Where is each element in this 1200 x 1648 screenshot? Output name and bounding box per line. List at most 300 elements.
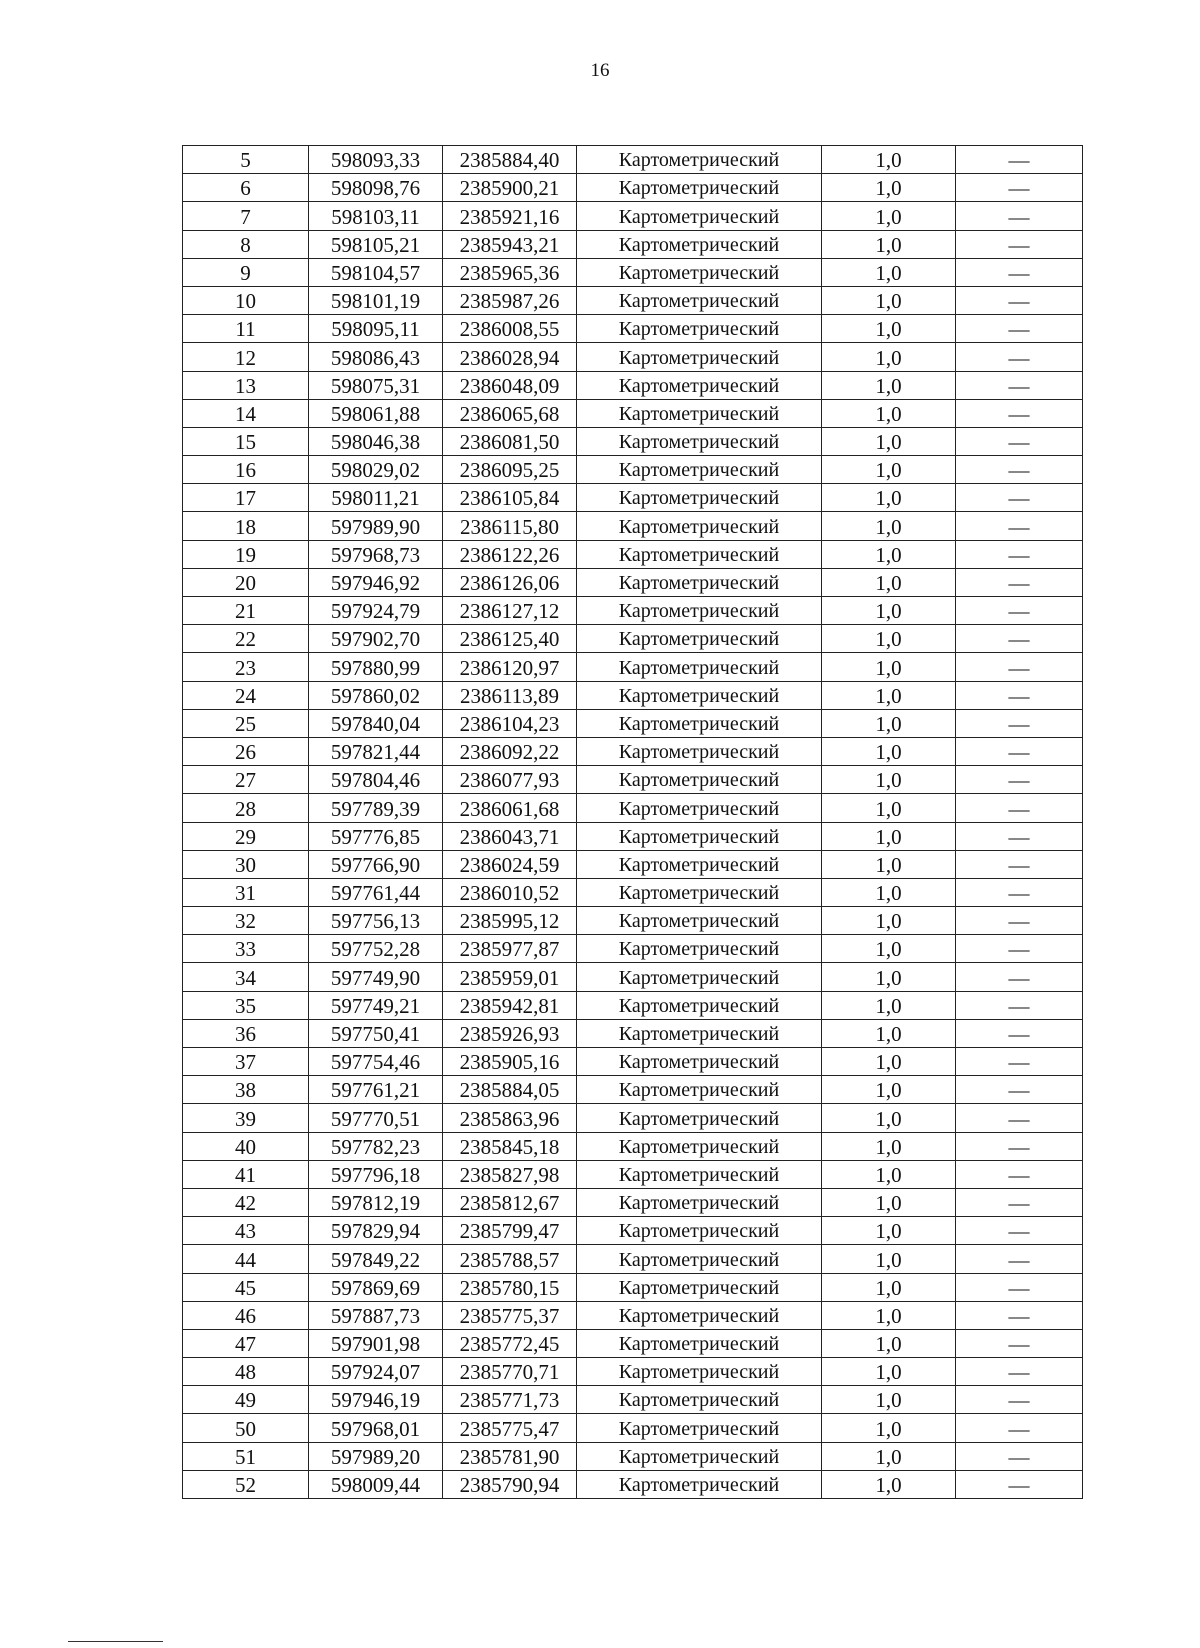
y-coordinate-cell: 2386105,84 — [443, 484, 577, 512]
x-coordinate-cell: 598061,88 — [309, 399, 443, 427]
x-coordinate-cell: 597770,51 — [309, 1104, 443, 1132]
x-coordinate-cell: 597749,90 — [309, 963, 443, 991]
table-row — [183, 1329, 1083, 1357]
method-cell: Картометрический — [577, 202, 822, 230]
y-coordinate-cell: 2386127,12 — [443, 597, 577, 625]
accuracy-cell: 1,0 — [822, 737, 956, 765]
accuracy-cell: 1,0 — [822, 850, 956, 878]
method-cell: Картометрический — [577, 597, 822, 625]
y-coordinate-cell: 2385942,81 — [443, 991, 577, 1019]
method-cell: Картометрический — [577, 1104, 822, 1132]
method-cell: Картометрический — [577, 1301, 822, 1329]
accuracy-cell: 1,0 — [822, 794, 956, 822]
accuracy-cell: 1,0 — [822, 427, 956, 455]
y-coordinate-cell: 2385965,36 — [443, 258, 577, 286]
point-number-cell: 39 — [183, 1104, 309, 1132]
point-number-cell: 31 — [183, 878, 309, 906]
method-cell: Картометрический — [577, 399, 822, 427]
point-number-cell: 42 — [183, 1188, 309, 1216]
method-cell: Картометрический — [577, 1048, 822, 1076]
table-row — [183, 456, 1083, 484]
y-coordinate-cell: 2385987,26 — [443, 286, 577, 314]
table-row — [183, 625, 1083, 653]
x-coordinate-cell: 597860,02 — [309, 681, 443, 709]
table-row — [183, 371, 1083, 399]
point-number-cell: 38 — [183, 1076, 309, 1104]
point-number-cell: 5 — [183, 146, 309, 174]
x-coordinate-cell: 597766,90 — [309, 850, 443, 878]
method-cell: Картометрический — [577, 427, 822, 455]
description-cell: — — [956, 1104, 1083, 1132]
table-row — [183, 1273, 1083, 1301]
x-coordinate-cell: 597946,92 — [309, 568, 443, 596]
table-row — [183, 1076, 1083, 1104]
point-number-cell: 27 — [183, 766, 309, 794]
y-coordinate-cell: 2385884,40 — [443, 146, 577, 174]
accuracy-cell: 1,0 — [822, 822, 956, 850]
y-coordinate-cell: 2385905,16 — [443, 1048, 577, 1076]
y-coordinate-cell: 2385926,93 — [443, 1019, 577, 1047]
y-coordinate-cell: 2385943,21 — [443, 230, 577, 258]
table-row — [183, 935, 1083, 963]
table-row — [183, 1470, 1083, 1498]
point-number-cell: 9 — [183, 258, 309, 286]
method-cell: Картометрический — [577, 1188, 822, 1216]
y-coordinate-cell: 2385772,45 — [443, 1329, 577, 1357]
accuracy-cell: 1,0 — [822, 1019, 956, 1047]
table-row — [183, 399, 1083, 427]
description-cell: — — [956, 1329, 1083, 1357]
point-number-cell: 51 — [183, 1442, 309, 1470]
point-number-cell: 30 — [183, 850, 309, 878]
point-number-cell: 8 — [183, 230, 309, 258]
table-row — [183, 230, 1083, 258]
x-coordinate-cell: 597968,01 — [309, 1414, 443, 1442]
x-coordinate-cell: 598009,44 — [309, 1470, 443, 1498]
description-cell: — — [956, 766, 1083, 794]
point-number-cell: 35 — [183, 991, 309, 1019]
method-cell: Картометрический — [577, 963, 822, 991]
y-coordinate-cell: 2386125,40 — [443, 625, 577, 653]
description-cell: — — [956, 653, 1083, 681]
y-coordinate-cell: 2385995,12 — [443, 907, 577, 935]
table-row — [183, 1160, 1083, 1188]
y-coordinate-cell: 2385775,47 — [443, 1414, 577, 1442]
table-row — [183, 597, 1083, 625]
accuracy-cell: 1,0 — [822, 230, 956, 258]
description-cell: — — [956, 230, 1083, 258]
y-coordinate-cell: 2385827,98 — [443, 1160, 577, 1188]
point-number-cell: 11 — [183, 315, 309, 343]
accuracy-cell: 1,0 — [822, 1470, 956, 1498]
table-row — [183, 315, 1083, 343]
x-coordinate-cell: 597761,21 — [309, 1076, 443, 1104]
method-cell: Картометрический — [577, 1019, 822, 1047]
description-cell: — — [956, 456, 1083, 484]
table-row — [183, 822, 1083, 850]
table-row — [183, 681, 1083, 709]
page-number: 16 — [590, 60, 610, 81]
point-number-cell: 52 — [183, 1470, 309, 1498]
x-coordinate-cell: 597749,21 — [309, 991, 443, 1019]
x-coordinate-cell: 597761,44 — [309, 878, 443, 906]
point-number-cell: 22 — [183, 625, 309, 653]
y-coordinate-cell: 2385921,16 — [443, 202, 577, 230]
accuracy-cell: 1,0 — [822, 625, 956, 653]
accuracy-cell: 1,0 — [822, 1414, 956, 1442]
y-coordinate-cell: 2386028,94 — [443, 343, 577, 371]
y-coordinate-cell: 2385845,18 — [443, 1132, 577, 1160]
x-coordinate-cell: 597989,20 — [309, 1442, 443, 1470]
table-row — [183, 146, 1083, 174]
description-cell: — — [956, 484, 1083, 512]
table-row — [183, 1301, 1083, 1329]
coordinates-table-body — [183, 146, 1083, 1499]
point-number-cell: 37 — [183, 1048, 309, 1076]
point-number-cell: 46 — [183, 1301, 309, 1329]
y-coordinate-cell: 2386010,52 — [443, 878, 577, 906]
description-cell: — — [956, 1076, 1083, 1104]
method-cell: Картометрический — [577, 286, 822, 314]
point-number-cell: 23 — [183, 653, 309, 681]
point-number-cell: 45 — [183, 1273, 309, 1301]
table-row — [183, 1442, 1083, 1470]
method-cell: Картометрический — [577, 935, 822, 963]
accuracy-cell: 1,0 — [822, 766, 956, 794]
y-coordinate-cell: 2385900,21 — [443, 174, 577, 202]
accuracy-cell: 1,0 — [822, 540, 956, 568]
description-cell: — — [956, 427, 1083, 455]
y-coordinate-cell: 2385959,01 — [443, 963, 577, 991]
description-cell: — — [956, 1273, 1083, 1301]
description-cell: — — [956, 540, 1083, 568]
table-row — [183, 1019, 1083, 1047]
description-cell: — — [956, 1245, 1083, 1273]
description-cell: — — [956, 258, 1083, 286]
x-coordinate-cell: 598046,38 — [309, 427, 443, 455]
method-cell: Картометрический — [577, 568, 822, 596]
point-number-cell: 10 — [183, 286, 309, 314]
description-cell: — — [956, 146, 1083, 174]
x-coordinate-cell: 597880,99 — [309, 653, 443, 681]
accuracy-cell: 1,0 — [822, 1132, 956, 1160]
method-cell: Картометрический — [577, 540, 822, 568]
x-coordinate-cell: 597754,46 — [309, 1048, 443, 1076]
x-coordinate-cell: 598075,31 — [309, 371, 443, 399]
x-coordinate-cell: 598105,21 — [309, 230, 443, 258]
y-coordinate-cell: 2386104,23 — [443, 709, 577, 737]
description-cell: — — [956, 625, 1083, 653]
method-cell: Картометрический — [577, 1132, 822, 1160]
table-row — [183, 1104, 1083, 1132]
x-coordinate-cell: 598101,19 — [309, 286, 443, 314]
point-number-cell: 15 — [183, 427, 309, 455]
method-cell: Картометрический — [577, 1358, 822, 1386]
y-coordinate-cell: 2386043,71 — [443, 822, 577, 850]
y-coordinate-cell: 2386008,55 — [443, 315, 577, 343]
x-coordinate-cell: 597789,39 — [309, 794, 443, 822]
method-cell: Картометрический — [577, 878, 822, 906]
point-number-cell: 18 — [183, 512, 309, 540]
x-coordinate-cell: 597752,28 — [309, 935, 443, 963]
point-number-cell: 25 — [183, 709, 309, 737]
x-coordinate-cell: 597924,79 — [309, 597, 443, 625]
accuracy-cell: 1,0 — [822, 1329, 956, 1357]
point-number-cell: 49 — [183, 1386, 309, 1414]
point-number-cell: 26 — [183, 737, 309, 765]
table-row — [183, 1048, 1083, 1076]
table-row — [183, 1132, 1083, 1160]
description-cell: — — [956, 907, 1083, 935]
table-row — [183, 1217, 1083, 1245]
method-cell: Картометрический — [577, 907, 822, 935]
accuracy-cell: 1,0 — [822, 1188, 956, 1216]
accuracy-cell: 1,0 — [822, 963, 956, 991]
x-coordinate-cell: 598103,11 — [309, 202, 443, 230]
description-cell: — — [956, 1048, 1083, 1076]
description-cell: — — [956, 1217, 1083, 1245]
description-cell: — — [956, 794, 1083, 822]
accuracy-cell: 1,0 — [822, 1245, 956, 1273]
table-row — [183, 202, 1083, 230]
x-coordinate-cell: 597924,07 — [309, 1358, 443, 1386]
y-coordinate-cell: 2385812,67 — [443, 1188, 577, 1216]
description-cell: — — [956, 1160, 1083, 1188]
accuracy-cell: 1,0 — [822, 146, 956, 174]
point-number-cell: 41 — [183, 1160, 309, 1188]
table-row — [183, 343, 1083, 371]
method-cell: Картометрический — [577, 737, 822, 765]
y-coordinate-cell: 2385884,05 — [443, 1076, 577, 1104]
method-cell: Картометрический — [577, 709, 822, 737]
accuracy-cell: 1,0 — [822, 878, 956, 906]
description-cell: — — [956, 1386, 1083, 1414]
x-coordinate-cell: 597782,23 — [309, 1132, 443, 1160]
table-row — [183, 540, 1083, 568]
description-cell: — — [956, 512, 1083, 540]
y-coordinate-cell: 2385799,47 — [443, 1217, 577, 1245]
accuracy-cell: 1,0 — [822, 286, 956, 314]
accuracy-cell: 1,0 — [822, 681, 956, 709]
point-number-cell: 16 — [183, 456, 309, 484]
table-row — [183, 1386, 1083, 1414]
accuracy-cell: 1,0 — [822, 399, 956, 427]
description-cell: — — [956, 202, 1083, 230]
description-cell: — — [956, 568, 1083, 596]
method-cell: Картометрический — [577, 1329, 822, 1357]
method-cell: Картометрический — [577, 1386, 822, 1414]
y-coordinate-cell: 2386077,93 — [443, 766, 577, 794]
y-coordinate-cell: 2385775,37 — [443, 1301, 577, 1329]
table-row — [183, 991, 1083, 1019]
x-coordinate-cell: 598098,76 — [309, 174, 443, 202]
point-number-cell: 44 — [183, 1245, 309, 1273]
y-coordinate-cell: 2385780,15 — [443, 1273, 577, 1301]
x-coordinate-cell: 597750,41 — [309, 1019, 443, 1047]
y-coordinate-cell: 2385790,94 — [443, 1470, 577, 1498]
y-coordinate-cell: 2386048,09 — [443, 371, 577, 399]
table-row — [183, 878, 1083, 906]
accuracy-cell: 1,0 — [822, 1442, 956, 1470]
accuracy-cell: 1,0 — [822, 709, 956, 737]
method-cell: Картометрический — [577, 766, 822, 794]
coordinates-table — [182, 145, 1083, 1499]
point-number-cell: 19 — [183, 540, 309, 568]
point-number-cell: 20 — [183, 568, 309, 596]
method-cell: Картометрический — [577, 1245, 822, 1273]
accuracy-cell: 1,0 — [822, 568, 956, 596]
method-cell: Картометрический — [577, 1217, 822, 1245]
accuracy-cell: 1,0 — [822, 174, 956, 202]
y-coordinate-cell: 2386115,80 — [443, 512, 577, 540]
table-row — [183, 512, 1083, 540]
description-cell: — — [956, 1442, 1083, 1470]
table-row — [183, 850, 1083, 878]
table-row — [183, 737, 1083, 765]
accuracy-cell: 1,0 — [822, 1104, 956, 1132]
accuracy-cell: 1,0 — [822, 1358, 956, 1386]
point-number-cell: 6 — [183, 174, 309, 202]
point-number-cell: 13 — [183, 371, 309, 399]
point-number-cell: 28 — [183, 794, 309, 822]
method-cell: Картометрический — [577, 146, 822, 174]
description-cell: — — [956, 597, 1083, 625]
method-cell: Картометрический — [577, 456, 822, 484]
x-coordinate-cell: 598086,43 — [309, 343, 443, 371]
point-number-cell: 34 — [183, 963, 309, 991]
x-coordinate-cell: 597902,70 — [309, 625, 443, 653]
accuracy-cell: 1,0 — [822, 512, 956, 540]
description-cell: — — [956, 737, 1083, 765]
point-number-cell: 29 — [183, 822, 309, 850]
method-cell: Картометрический — [577, 484, 822, 512]
method-cell: Картометрический — [577, 850, 822, 878]
x-coordinate-cell: 597756,13 — [309, 907, 443, 935]
method-cell: Картометрический — [577, 1470, 822, 1498]
description-cell: — — [956, 399, 1083, 427]
method-cell: Картометрический — [577, 1414, 822, 1442]
y-coordinate-cell: 2386095,25 — [443, 456, 577, 484]
point-number-cell: 47 — [183, 1329, 309, 1357]
table-row — [183, 709, 1083, 737]
method-cell: Картометрический — [577, 315, 822, 343]
point-number-cell: 7 — [183, 202, 309, 230]
accuracy-cell: 1,0 — [822, 1273, 956, 1301]
y-coordinate-cell: 2385771,73 — [443, 1386, 577, 1414]
y-coordinate-cell: 2386126,06 — [443, 568, 577, 596]
accuracy-cell: 1,0 — [822, 597, 956, 625]
point-number-cell: 36 — [183, 1019, 309, 1047]
description-cell: — — [956, 1301, 1083, 1329]
table-row — [183, 568, 1083, 596]
description-cell: — — [956, 315, 1083, 343]
point-number-cell: 48 — [183, 1358, 309, 1386]
x-coordinate-cell: 597821,44 — [309, 737, 443, 765]
accuracy-cell: 1,0 — [822, 1217, 956, 1245]
description-cell: — — [956, 174, 1083, 202]
table-row — [183, 963, 1083, 991]
x-coordinate-cell: 598029,02 — [309, 456, 443, 484]
accuracy-cell: 1,0 — [822, 1160, 956, 1188]
method-cell: Картометрический — [577, 653, 822, 681]
method-cell: Картометрический — [577, 174, 822, 202]
accuracy-cell: 1,0 — [822, 456, 956, 484]
y-coordinate-cell: 2385788,57 — [443, 1245, 577, 1273]
x-coordinate-cell: 597869,69 — [309, 1273, 443, 1301]
x-coordinate-cell: 597776,85 — [309, 822, 443, 850]
accuracy-cell: 1,0 — [822, 258, 956, 286]
table-row — [183, 427, 1083, 455]
x-coordinate-cell: 597812,19 — [309, 1188, 443, 1216]
x-coordinate-cell: 597887,73 — [309, 1301, 443, 1329]
description-cell: — — [956, 343, 1083, 371]
method-cell: Картометрический — [577, 1442, 822, 1470]
description-cell: — — [956, 822, 1083, 850]
method-cell: Картометрический — [577, 794, 822, 822]
x-coordinate-cell: 597849,22 — [309, 1245, 443, 1273]
y-coordinate-cell: 2386122,26 — [443, 540, 577, 568]
method-cell: Картометрический — [577, 343, 822, 371]
description-cell: — — [956, 1414, 1083, 1442]
x-coordinate-cell: 597804,46 — [309, 766, 443, 794]
method-cell: Картометрический — [577, 1160, 822, 1188]
description-cell: — — [956, 1019, 1083, 1047]
table-row — [183, 794, 1083, 822]
accuracy-cell: 1,0 — [822, 907, 956, 935]
y-coordinate-cell: 2386065,68 — [443, 399, 577, 427]
description-cell: — — [956, 1470, 1083, 1498]
accuracy-cell: 1,0 — [822, 653, 956, 681]
y-coordinate-cell: 2385770,71 — [443, 1358, 577, 1386]
point-number-cell: 32 — [183, 907, 309, 935]
point-number-cell: 12 — [183, 343, 309, 371]
y-coordinate-cell: 2386024,59 — [443, 850, 577, 878]
accuracy-cell: 1,0 — [822, 991, 956, 1019]
accuracy-cell: 1,0 — [822, 343, 956, 371]
description-cell: — — [956, 878, 1083, 906]
y-coordinate-cell: 2385863,96 — [443, 1104, 577, 1132]
y-coordinate-cell: 2386120,97 — [443, 653, 577, 681]
table-row — [183, 653, 1083, 681]
x-coordinate-cell: 597901,98 — [309, 1329, 443, 1357]
x-coordinate-cell: 598095,11 — [309, 315, 443, 343]
table-row — [183, 174, 1083, 202]
x-coordinate-cell: 597946,19 — [309, 1386, 443, 1414]
table-row — [183, 484, 1083, 512]
method-cell: Картометрический — [577, 230, 822, 258]
y-coordinate-cell: 2386081,50 — [443, 427, 577, 455]
footnote-rule — [68, 1641, 163, 1642]
x-coordinate-cell: 597840,04 — [309, 709, 443, 737]
description-cell: — — [956, 371, 1083, 399]
x-coordinate-cell: 598093,33 — [309, 146, 443, 174]
method-cell: Картометрический — [577, 681, 822, 709]
accuracy-cell: 1,0 — [822, 484, 956, 512]
table-row — [183, 1358, 1083, 1386]
description-cell: — — [956, 286, 1083, 314]
description-cell: — — [956, 991, 1083, 1019]
y-coordinate-cell: 2385781,90 — [443, 1442, 577, 1470]
table-row — [183, 258, 1083, 286]
accuracy-cell: 1,0 — [822, 1386, 956, 1414]
x-coordinate-cell: 597968,73 — [309, 540, 443, 568]
accuracy-cell: 1,0 — [822, 1048, 956, 1076]
method-cell: Картометрический — [577, 1076, 822, 1104]
method-cell: Картометрический — [577, 371, 822, 399]
point-number-cell: 43 — [183, 1217, 309, 1245]
accuracy-cell: 1,0 — [822, 1301, 956, 1329]
accuracy-cell: 1,0 — [822, 315, 956, 343]
